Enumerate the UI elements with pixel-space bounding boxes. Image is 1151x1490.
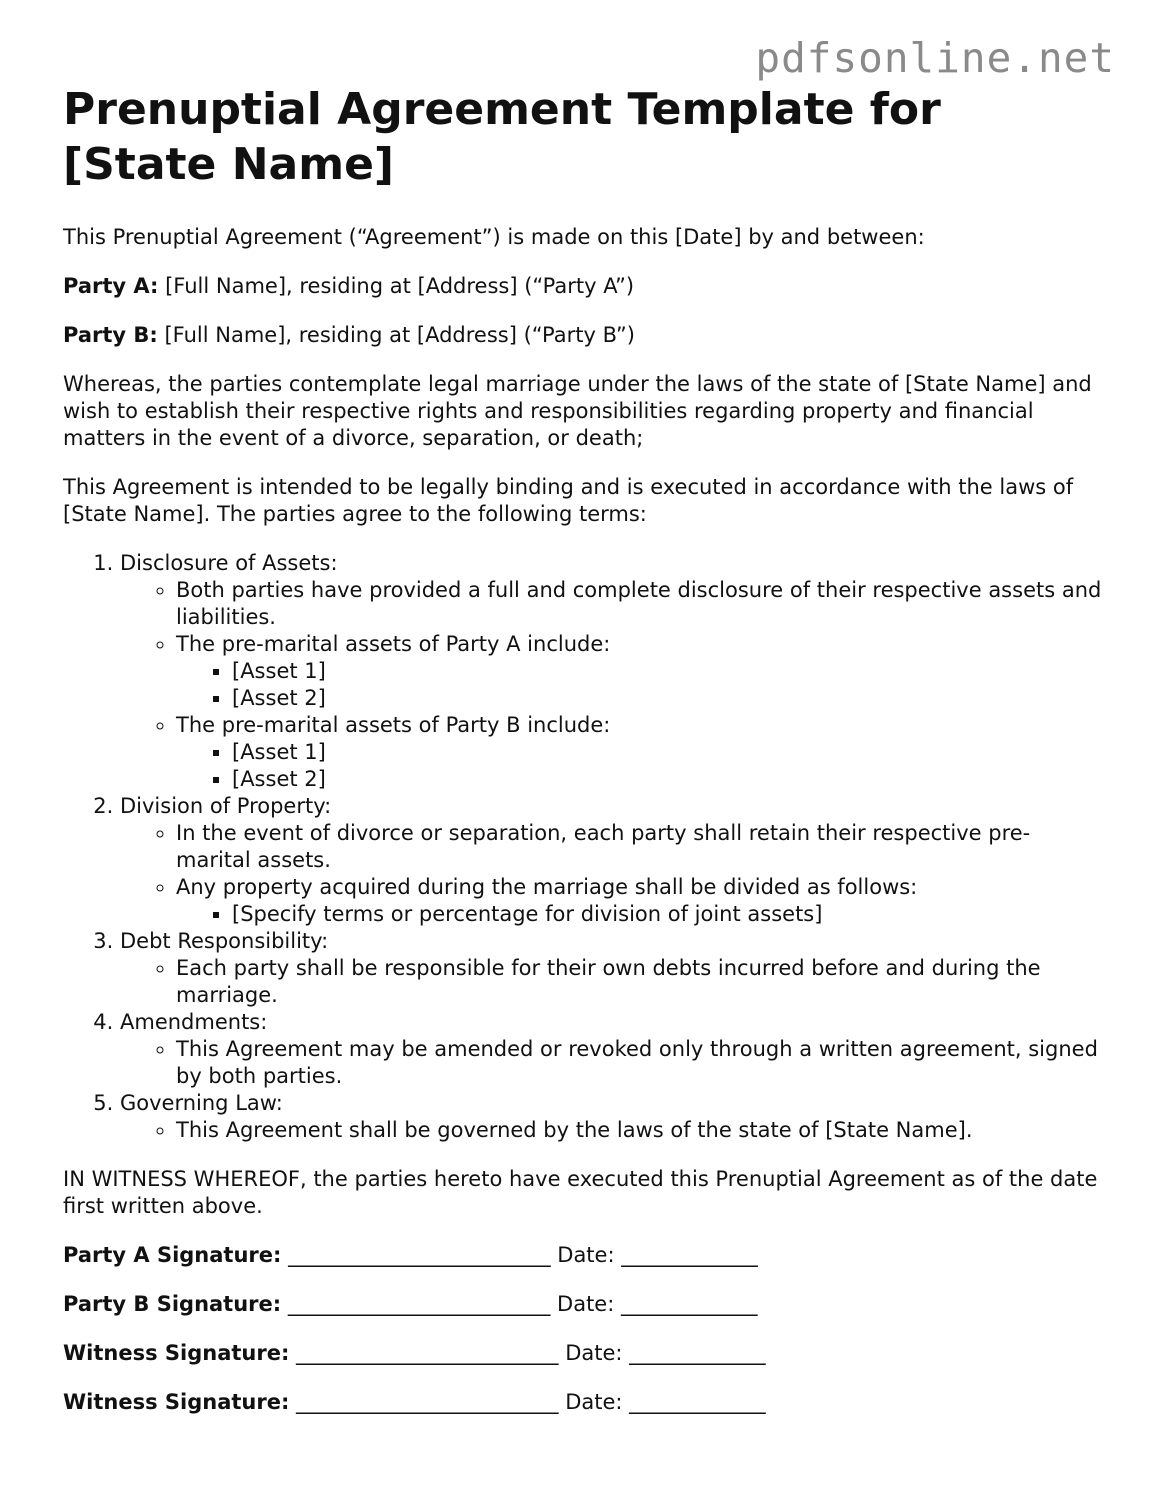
term-subitem-text: The pre-marital assets of Party A include: [176, 632, 611, 656]
term-heading: Debt Responsibility: [120, 929, 329, 953]
asset-placeholder: ▪ [Asset 1] [232, 658, 1103, 685]
document-title: Prenuptial Agreement Template for [State Name] [63, 84, 941, 190]
term-subitem [176, 631, 1103, 712]
term-subitem: ◦ This Agreement shall be governed by the laws of the state of [State Name]. [176, 1117, 1103, 1144]
binding-paragraph: This Agreement is intended to be legally binding and is executed in accordance with the laws of [State Name]. The parties agree to the following terms: [63, 475, 1074, 526]
signature-line-party-b[interactable] [63, 1291, 1103, 1318]
signature-blank[interactable]: _________________________ Date: _____________ [281, 1243, 758, 1267]
term-item [120, 1090, 1103, 1144]
party-b-line [63, 322, 1103, 349]
term-subitem: ◦ This Agreement may be amended or revoked only through a written agreement, signed by both parties. [176, 1036, 1103, 1090]
term-subitem [176, 712, 1103, 793]
term-heading: Amendments: [120, 1010, 268, 1034]
signature-blank[interactable]: _________________________ Date: _____________ [289, 1390, 766, 1414]
watermark-text: pdfsonline.net [755, 34, 1115, 82]
term-heading: Division of Property: [120, 794, 332, 818]
party-a-line [63, 273, 1103, 300]
signature-line-witness-1[interactable] [63, 1340, 1103, 1367]
term-subitem-text: Any property acquired during the marriage shall be divided as follows: [176, 875, 918, 899]
signature-line-witness-2[interactable] [63, 1389, 1103, 1416]
term-subitem: ◦ Each party shall be responsible for their own debts incurred before and during the marriage. [176, 955, 1103, 1009]
signature-label: Party A Signature: [63, 1243, 282, 1267]
party-b-text: [Full Name], residing at [Address] (“Party B”) [157, 323, 635, 347]
term-subitem: ◦ In the event of divorce or separation, each party shall retain their respective pre-marital assets. [176, 820, 1103, 874]
terms-list [63, 550, 1103, 1144]
term-subitem [176, 874, 1103, 928]
party-a-label: Party A: [63, 274, 159, 298]
whereas-paragraph: Whereas, the parties contemplate legal marriage under the laws of the state of [State Name] and wish to establish their respective rights and responsibilities regarding property and financial matters in the event of a divorce, separation, or death; [63, 372, 1092, 450]
asset-placeholder: ▪ [Asset 2] [232, 766, 1103, 793]
term-item [120, 550, 1103, 793]
term-item [120, 793, 1103, 928]
term-subitem-text: The pre-marital assets of Party B include: [176, 713, 611, 737]
document-page [63, 82, 1103, 1416]
signature-label: Party B Signature: [63, 1292, 282, 1316]
signature-label: Witness Signature: [63, 1341, 290, 1365]
term-heading: Governing Law: [120, 1091, 283, 1115]
asset-placeholder: ▪ [Asset 2] [232, 685, 1103, 712]
term-item [120, 1009, 1103, 1090]
party-b-label: Party B: [63, 323, 158, 347]
division-terms-placeholder: ▪ [Specify terms or percentage for division of joint assets] [232, 901, 1103, 928]
witness-clause: IN WITNESS WHEREOF, the parties hereto have executed this Prenuptial Agreement as of the date first written above. [63, 1167, 1098, 1218]
signature-line-party-a[interactable] [63, 1242, 1103, 1269]
signature-blank[interactable]: _________________________ Date: _____________ [289, 1341, 766, 1365]
term-heading: Disclosure of Assets: [120, 551, 338, 575]
signature-label: Witness Signature: [63, 1390, 290, 1414]
term-subitem: ◦ Both parties have provided a full and complete disclosure of their respective assets and liabilities. [176, 577, 1103, 631]
intro-paragraph: This Prenuptial Agreement (“Agreement”) is made on this [Date] by and between: [63, 225, 925, 249]
asset-placeholder: ▪ [Asset 1] [232, 739, 1103, 766]
term-item [120, 928, 1103, 1009]
signature-blank[interactable]: _________________________ Date: _____________ [281, 1292, 758, 1316]
party-a-text: [Full Name], residing at [Address] (“Party A”) [158, 274, 635, 298]
